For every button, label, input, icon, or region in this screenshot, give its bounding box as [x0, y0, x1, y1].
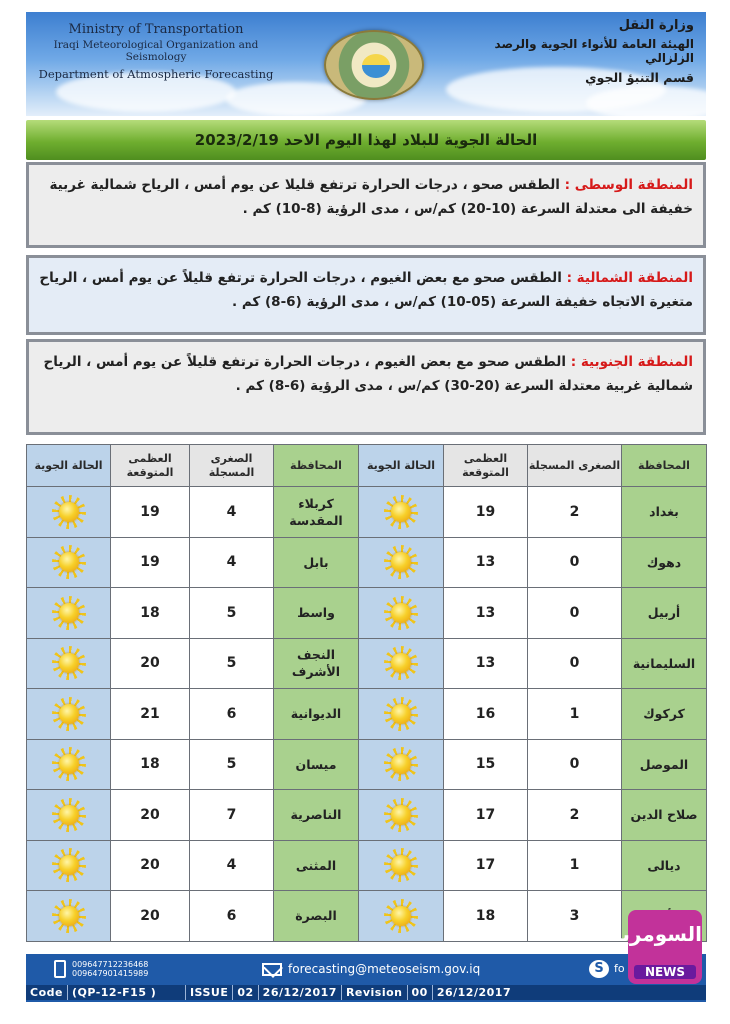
- governorate-cell: الموصل: [622, 739, 707, 790]
- min-temp-cell: 4: [190, 537, 274, 588]
- weather-cell: [359, 588, 444, 639]
- sun-icon: [384, 596, 418, 630]
- date-title-bar: الحالة الجوية للبلاد لهذا اليوم الاحد 2023/2/19: [26, 120, 706, 160]
- phone-number-2: 009647901415989: [72, 969, 149, 978]
- table-row: [27, 790, 707, 841]
- region-north-text: الطقس صحو مع بعض الغيوم ، درجات الحرارة ترتفع قليلاً عن يوم أمس ، الرياح متغيرة الاتجاه خفيفة السرعة (05-10) كم/س ، مدى الرؤية (6-8) كم .: [39, 270, 693, 310]
- email-address[interactable]: forecasting@meteoseism.gov.iq: [288, 962, 481, 976]
- min-temp-cell: 5: [190, 739, 274, 790]
- weather-cell: [359, 891, 444, 942]
- sun-icon: [52, 596, 86, 630]
- header-max-expected: العظمى المتوقعة: [111, 445, 190, 487]
- header-weather: الحالة الجوية: [27, 445, 111, 487]
- min-temp-cell: 3: [528, 891, 622, 942]
- region-south-text: الطقس صحو مع بعض الغيوم ، درجات الحرارة ترتفع قليلاً عن يوم أمس ، الرياح شمالية غربية معتدلة السرعة (20-30) كم/س ، مدى الرؤية (6-8) كم .: [43, 354, 693, 394]
- ministry-english-title: [36, 22, 276, 81]
- sun-icon: [52, 697, 86, 731]
- code-value: (QP-12-F15 ): [68, 985, 186, 1000]
- governorate-cell: النجف الأشرف: [274, 638, 359, 689]
- min-temp-cell: 4: [190, 840, 274, 891]
- department-name-en: Department of Atmospheric Forecasting: [38, 67, 274, 81]
- table-row: [27, 487, 707, 538]
- organization-name-en: Iraqi Meteorological Organization and Seismology: [53, 39, 259, 63]
- governorate-cell: المثنى: [274, 840, 359, 891]
- skype-text: fo: [614, 962, 625, 975]
- weather-cell: [27, 689, 111, 740]
- phone-icon: [54, 960, 66, 978]
- governorate-cell: واسط: [274, 588, 359, 639]
- weather-cell: [359, 487, 444, 538]
- min-temp-cell: 0: [528, 739, 622, 790]
- phone-number-1: 009647712236468: [72, 960, 149, 969]
- header-governorate: المحافظة: [274, 445, 359, 487]
- max-temp-cell: 17: [444, 790, 528, 841]
- table-row: [27, 739, 707, 790]
- max-temp-cell: 17: [444, 840, 528, 891]
- phone-numbers: [72, 960, 148, 978]
- sun-icon: [384, 747, 418, 781]
- code-label: Code: [26, 985, 68, 1000]
- weather-cell: [359, 790, 444, 841]
- skype-icon: S: [589, 960, 609, 978]
- sun-icon: [384, 495, 418, 529]
- watermark-news: NEWS: [634, 965, 696, 979]
- min-temp-cell: 1: [528, 689, 622, 740]
- table-row: [27, 537, 707, 588]
- min-temp-cell: 0: [528, 638, 622, 689]
- weather-cell: [359, 638, 444, 689]
- governorate-cell: ميسان: [274, 739, 359, 790]
- watermark-brand: السومرية: [610, 922, 702, 946]
- max-temp-cell: 19: [111, 537, 190, 588]
- governorate-cell: الناصرية: [274, 790, 359, 841]
- max-temp-cell: 15: [444, 739, 528, 790]
- governorate-cell: كركوك: [622, 689, 707, 740]
- sun-icon: [384, 697, 418, 731]
- governorate-cell: أربيل: [622, 588, 707, 639]
- sun-icon: [52, 545, 86, 579]
- sun-icon: [52, 899, 86, 933]
- max-temp-cell: 18: [444, 891, 528, 942]
- region-north-box: [26, 255, 706, 335]
- weather-cell: [27, 638, 111, 689]
- sun-icon: [384, 899, 418, 933]
- sun-icon: [384, 646, 418, 680]
- table-row: [27, 588, 707, 639]
- max-temp-cell: 19: [444, 487, 528, 538]
- region-south-name: المنطقة الجنوبية :: [570, 354, 693, 370]
- weather-cell: [27, 739, 111, 790]
- table-row: [27, 689, 707, 740]
- max-temp-cell: 20: [111, 891, 190, 942]
- min-temp-cell: 6: [190, 689, 274, 740]
- max-temp-cell: 21: [111, 689, 190, 740]
- max-temp-cell: 13: [444, 588, 528, 639]
- min-temp-cell: 7: [190, 790, 274, 841]
- region-central-box: [26, 162, 706, 248]
- governorate-cell: ديالى: [622, 840, 707, 891]
- min-temp-cell: 4: [190, 487, 274, 538]
- header-weather: الحالة الجوية: [359, 445, 444, 487]
- min-temp-cell: 5: [190, 638, 274, 689]
- header-governorate: المحافظة: [622, 445, 707, 487]
- temperature-table: [26, 444, 706, 942]
- issue-number: 02: [233, 985, 258, 1000]
- governorate-cell: السليمانية: [622, 638, 707, 689]
- table-header-row: [27, 445, 707, 487]
- weather-cell: [27, 537, 111, 588]
- sun-icon: [384, 848, 418, 882]
- ministry-arabic-title: [474, 18, 694, 85]
- max-temp-cell: 16: [444, 689, 528, 740]
- document-code-bar: [26, 985, 706, 1000]
- header-min-recorded: الصغرى المسجلة: [190, 445, 274, 487]
- footer-bar: [26, 954, 706, 1002]
- governorate-cell: بغداد: [622, 487, 707, 538]
- region-central-text: الطقس صحو ، درجات الحرارة ترتفع قليلا عن يوم أمس ، الرياح شمالية غربية خفيفة الى معتدلة السرعة (10-20) كم/س ، مدى الرؤية (8-10) كم .: [49, 177, 693, 217]
- weather-cell: [359, 689, 444, 740]
- ministry-name-ar: وزارة النقل: [618, 18, 694, 33]
- governorate-cell: البصرة: [274, 891, 359, 942]
- governorate-cell: بابل: [274, 537, 359, 588]
- sun-icon: [52, 798, 86, 832]
- sun-icon: [52, 495, 86, 529]
- min-temp-cell: 6: [190, 891, 274, 942]
- governorate-cell: صلاح الدين: [622, 790, 707, 841]
- contact-info: [26, 954, 706, 984]
- issue-label: ISSUE: [186, 985, 233, 1000]
- max-temp-cell: 18: [111, 739, 190, 790]
- header-max-expected: العظمى المتوقعة: [444, 445, 528, 487]
- weather-cell: [27, 588, 111, 639]
- sun-icon: [384, 545, 418, 579]
- header-banner: [26, 12, 706, 116]
- max-temp-cell: 13: [444, 537, 528, 588]
- weather-cell: [359, 739, 444, 790]
- table-row: [27, 638, 707, 689]
- ministry-name-en: Ministry of Transportation: [68, 22, 244, 37]
- region-central-name: المنطقة الوسطى :: [564, 177, 693, 193]
- sun-icon: [384, 798, 418, 832]
- min-temp-cell: 2: [528, 487, 622, 538]
- weather-cell: [359, 537, 444, 588]
- max-temp-cell: 20: [111, 840, 190, 891]
- governorate-cell: كربلاء المقدسة: [274, 487, 359, 538]
- min-temp-cell: 0: [528, 588, 622, 639]
- table-row: [27, 891, 707, 942]
- min-temp-cell: 5: [190, 588, 274, 639]
- weather-cell: [27, 840, 111, 891]
- sun-icon: [52, 747, 86, 781]
- header-min-recorded: الصغرى المسجلة: [528, 445, 622, 487]
- region-north-name: المنطقة الشمالية :: [566, 270, 693, 286]
- region-south-box: [26, 339, 706, 435]
- weather-cell: [27, 891, 111, 942]
- min-temp-cell: 0: [528, 537, 622, 588]
- weather-cell: [27, 790, 111, 841]
- max-temp-cell: 20: [111, 790, 190, 841]
- organization-name-ar: الهيئة العامة للأنواء الجوية والرصد الزلزالي: [494, 37, 694, 65]
- min-temp-cell: 2: [528, 790, 622, 841]
- revision-label: Revision: [342, 985, 408, 1000]
- max-temp-cell: 18: [111, 588, 190, 639]
- weather-bulletin: [26, 12, 706, 1002]
- max-temp-cell: 13: [444, 638, 528, 689]
- organization-seal-icon: [324, 30, 424, 100]
- table-row: [27, 840, 707, 891]
- min-temp-cell: 1: [528, 840, 622, 891]
- issue-date: 26/12/2017: [259, 985, 342, 1000]
- revision-date: 26/12/2017: [436, 986, 512, 999]
- revision-number: 00: [408, 985, 433, 1000]
- max-temp-cell: 20: [111, 638, 190, 689]
- mail-icon: [262, 963, 282, 976]
- weather-cell: [27, 487, 111, 538]
- sun-icon: [52, 848, 86, 882]
- max-temp-cell: 19: [111, 487, 190, 538]
- department-name-ar: قسم التنبؤ الجوي: [585, 70, 694, 85]
- sun-icon: [52, 646, 86, 680]
- weather-cell: [359, 840, 444, 891]
- governorate-cell: دهوك: [622, 537, 707, 588]
- governorate-cell: الديوانية: [274, 689, 359, 740]
